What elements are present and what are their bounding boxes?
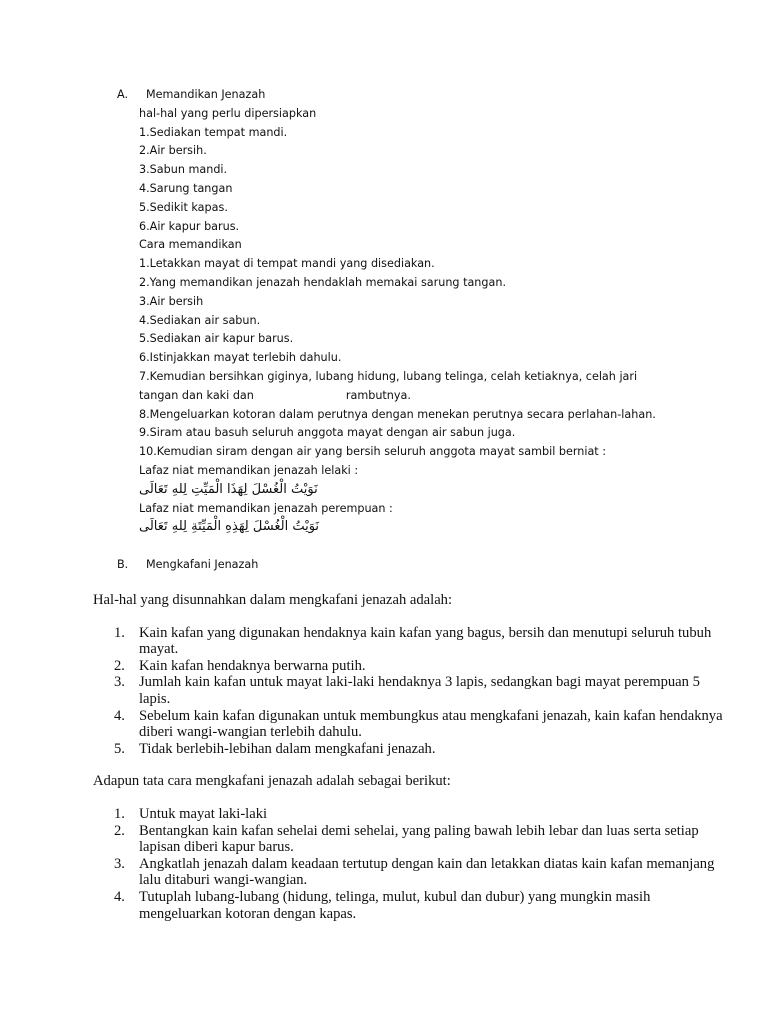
method-item-9: 9.Siram atau basuh seluruh anggota mayat dengan air sabun juga. [139,426,516,440]
list-text: Angkatlah jenazah dalam keadaan tertutup dengan kain dan letakkan diatas kain kafan memanjang lalu ditaburi wangi-wangian. [139,855,715,889]
prep-item: 2.Air bersih. [139,144,207,158]
list-item [93,741,733,758]
section-b-body [93,592,733,922]
list-item [93,708,733,741]
section-a-heading-row [0,86,768,105]
list-text: Tutuplah lubang-lubang (hidung, telinga, mulut, kubul dan dubur) yang mungkin masih mengeluarkan kotoran dengan kapas. [139,888,651,922]
method-item-7-line-2 [139,387,411,406]
list-number: 1. [114,624,125,641]
method-item-10: 10.Kemudian siram dengan air yang bersih seluruh anggota mayat sambil berniat : [139,445,607,459]
list-number: 4. [114,888,125,905]
niat-female-label: Lafaz niat memandikan jenazah perempuan : [139,501,393,515]
list-number: 3. [114,674,125,691]
prep-item: 1.Sediakan tempat mandi. [139,125,288,139]
prep-item: 6.Air kapur barus. [139,219,240,233]
list-text: Bentangkan kain kafan sehelai demi sehelai, yang paling bawah lebih lebar dan luas serta setiap lapisan diberi kapur barus. [139,822,699,856]
method-item: 6.Istinjakkan mayat terlebih dahulu. [139,351,342,365]
procedure-intro: Adapun tata cara mengkafani jenazah adalah sebagai berikut: [93,773,451,790]
section-a-marker: A. [117,88,129,101]
list-text: Tidak berlebih-lebihan dalam mengkafani jenazah. [139,740,436,757]
method-item: 2.Yang memandikan jenazah hendaklah memakai sarung tangan. [139,275,507,289]
method-item-7-part-b: rambutnya. [345,388,411,402]
list-item [93,674,733,707]
section-b-title: Mengkafani Jenazah [146,558,259,572]
list-item [93,806,733,823]
list-item [93,856,733,889]
list-number: 3. [114,855,125,872]
list-text: Kain kafan hendaknya berwarna putih. [139,657,366,674]
method-heading: Cara memandikan [139,238,242,252]
list-text: Jumlah kain kafan untuk mayat laki-laki hendaknya 3 lapis, sedangkan bagi mayat perempuan 5 lapis. [139,674,700,707]
method-item: 3.Air bersih [139,294,204,308]
list-number: 1. [114,805,125,822]
sunnah-intro: Hal-hal yang disunnahkan dalam mengkafani jenazah adalah: [93,592,453,608]
list-item [93,625,733,658]
list-number: 4. [114,707,125,724]
method-item-7-line-1: 7.Kemudian bersihkan giginya, lubang hidung, lubang telinga, celah ketiaknya, celah jari [139,369,638,383]
list-number: 5. [114,740,125,757]
section-b-heading-row [0,556,768,575]
niat-male-arabic: نَوَيْتُ الْغُسْلَ لِهَذَا الْمَيِّتِ لِلهِ تَعَالَى [139,481,318,497]
list-text: Untuk mayat laki-laki [139,805,268,822]
procedure-list [93,806,733,922]
list-number: 2. [114,657,125,674]
prep-heading: hal-hal yang perlu dipersiapkan [139,106,317,120]
niat-male-label: Lafaz niat memandikan jenazah lelaki : [139,463,359,477]
method-item: 1.Letakkan mayat di tempat mandi yang disediakan. [139,257,435,271]
section-a-title: Memandikan Jenazah [146,88,266,101]
list-item [93,889,733,922]
list-number: 2. [114,822,125,839]
prep-item: 3.Sabun mandi. [139,163,228,177]
niat-female-arabic: نَوَيْتُ الْغُسْلَ لِهَذِهِ الْمَيِّتَةِ لِلهِ تَعَالَى [139,519,320,535]
method-item: 5.Sediakan air kapur barus. [139,332,294,346]
prep-item: 5.Sedikit kapas. [139,200,228,214]
sunnah-list [93,625,733,758]
list-item [93,658,733,675]
list-item [93,823,733,856]
method-item: 4.Sediakan air sabun. [139,313,261,327]
method-item-8: 8.Mengeluarkan kotoran dalam perutnya dengan menekan perutnya secara perlahan-lahan. [139,407,656,421]
list-text: Sebelum kain kafan digunakan untuk membungkus atau mengkafani jenazah, kain kafan hendaknya diberi wangi-wangian terlebih dahulu. [139,707,723,741]
section-b-marker: B. [117,558,129,572]
method-item-7-part-a: tangan dan kaki dan [139,388,254,402]
list-text: Kain kafan yang digunakan hendaknya kain kafan yang bagus, bersih dan menutupi seluruh tubuh mayat. [139,624,712,658]
section-a [0,86,768,575]
prep-item: 4.Sarung tangan [139,181,233,195]
